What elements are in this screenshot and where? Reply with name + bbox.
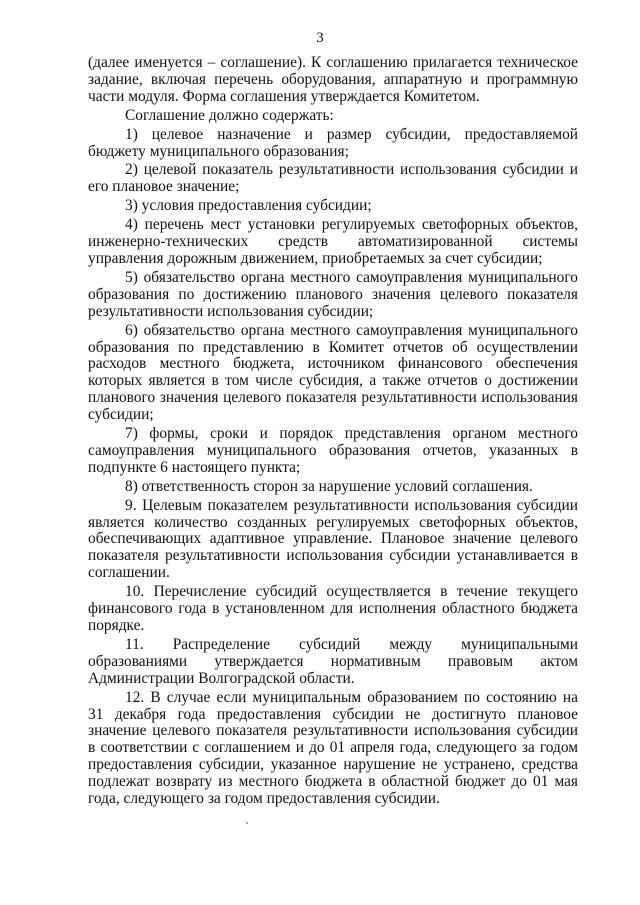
list-item-8: 8) ответственность сторон за нарушение условий соглашения. — [125, 477, 533, 495]
list-item-2: 2) целевой показатель результативности использования субсидии и его плановое значение; — [88, 161, 578, 196]
document-body — [88, 55, 578, 808]
list-item-7: 7) формы, сроки и порядок представления органом местного самоуправления муниципального образования отчетов, указанных в подпункте 6 настоящего пункта; — [88, 425, 578, 476]
list-item-3: 3) условия предоставления субсидии; — [125, 197, 372, 215]
page-number: 3 — [316, 30, 324, 46]
paragraph-agreement-intro: Соглашение должно содержать: — [125, 106, 334, 124]
list-item-6: 6) обязательство органа местного самоуправления муниципального образования по представлению в Комитет отчетов об осуществлении расходов местного бюджета, источником финансового обеспечения которых является в том числе субсидия, а также отчетов о достижении планового значения целевого показателя результативности использования субсидии; — [88, 321, 578, 424]
list-item-4: 4) перечень мест установки регулируемых светофорных объектов, инженерно-технических средств автоматизированной системы управления дорожным движением, приобретаемых за счет субсидии; — [88, 216, 578, 267]
list-item-1: 1) целевое назначение и размер субсидии, предоставляемой бюджету муниципального образования; — [88, 125, 578, 160]
paragraph-clause-12: 12. В случае если муниципальным образованием по состоянию на 31 декабря года предоставления субсидии не достигнуто плановое значение целевого показателя результативности использования субсидии в соответствии с соглашением и до 01 апреля года, следующего за годом предоставления субсидии, указанное нарушение не устранено, средства подлежат возврату из местного бюджета в областной бюджет до 01 мая года, следующего за годом предоставления субсидии. — [88, 688, 578, 808]
paragraph-clause-11: 11. Распределение субсидий между муниципальными образованиями утверждается нормативным правовым актом Администрации Волгоградской области. — [88, 635, 578, 687]
paragraph-continuation: (далее именуется – соглашение). К соглашению прилагается техническое задание, включая перечень оборудования, аппаратную и программную части модуля. Форма соглашения утверждается Комитетом. — [88, 54, 578, 105]
paragraph-clause-9: 9. Целевым показателем результативности использования субсидии является количество созданных регулируемых светофорных объектов, обеспечивающих адаптивное управление. Плановое значение целевого показателя результативности использования субсидии устанавливается в соглашении. — [88, 496, 578, 582]
paragraph-clause-10: 10. Перечисление субсидий осуществляется в течение текущего финансового года в установленном для исполнения областного бюджета порядке. — [88, 583, 578, 634]
list-item-5: 5) обязательство органа местного самоуправления муниципального образования по достижению планового значения целевого показателя результативности использования субсидии; — [88, 268, 578, 320]
scan-dot — [246, 822, 248, 824]
